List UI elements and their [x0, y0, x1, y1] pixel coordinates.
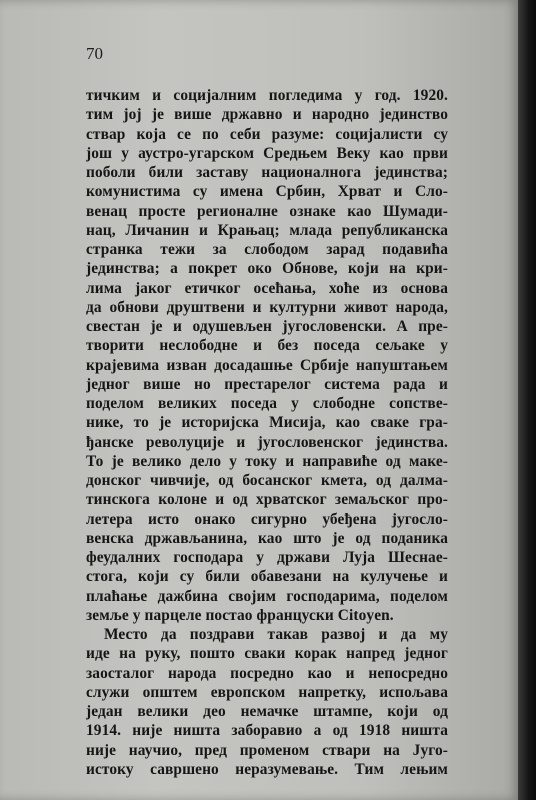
- text-line: поделом великих поседа у слободне сопстве-: [86, 395, 448, 412]
- text-line: поболи били заставу националнога јединства;: [86, 164, 448, 181]
- text-line: јединства; а покрет око Обнове, који на кри-: [86, 260, 448, 278]
- text-line: нике, то је историјска Мисија, као сваке гра-: [86, 414, 448, 432]
- text-line: венска држављанина, као што је од поданика: [86, 529, 448, 547]
- text-line: То је велико дело у току и направиће од маке-: [86, 452, 448, 470]
- body-text: [86, 86, 448, 779]
- page-number: 70: [86, 44, 103, 63]
- text-line: 1914. није ништа заборавио а од 1918 ништа: [86, 722, 448, 740]
- text-line: ђанске револуције и југословенског јединства.: [86, 433, 448, 451]
- text-line: ствар која се по себи разуме: социјалисти су: [86, 125, 448, 143]
- text-line: комунистима су имена Србин, Хрват и Сло-: [86, 183, 448, 201]
- text-line: донског чивчије, од босанског кмета, од далма-: [86, 472, 448, 489]
- text-line: није научио, пред променом ствари на Југо-: [86, 741, 448, 759]
- text-line: да обнови друштвени и културни живот народа,: [86, 298, 448, 316]
- text-line: свестан је и одушевљен југословенски. А пре-: [86, 318, 448, 335]
- text-line: заосталог народа посредно као и непосредно: [86, 664, 448, 682]
- text-line: странка тежи за слободом зарад подавића: [86, 241, 448, 258]
- text-line: тичким и социјалним погледима у год. 1920.: [86, 87, 448, 104]
- text-line: још у аустро-угарском Средњем Веку као први: [86, 144, 448, 162]
- text-line: лима јаког етичког осећања, хоће из основа: [86, 279, 448, 297]
- text-line: служи општем европском напретку, испољава: [86, 683, 448, 701]
- text-line: једног више но престарелог система рада и: [86, 375, 448, 393]
- text-line: летера исто онако сигурно убеђена југосло-: [86, 510, 448, 528]
- text-line: феудалних господара у држави Луја Шеснае-: [86, 549, 448, 566]
- text-line: Место да поздрави такав развој и да му: [104, 626, 448, 643]
- text-line: иде на руку, пошто сваки корак напред једног: [86, 645, 448, 663]
- text-line: плаћање дажбина својим господарима, поделом: [86, 587, 448, 605]
- text-line: тим јој је више државно и народно јединство: [86, 106, 448, 124]
- text-line: један велики део немачке штампе, који од: [86, 703, 448, 720]
- text-line: стога, који су били обавезани на кулучење и: [86, 568, 448, 586]
- text-line: тинскога колоне и од хрватског земаљског про-: [86, 491, 448, 509]
- text-line: творити неслободне и без поседа сељаке у: [86, 337, 448, 355]
- text-line: венац просте регионалне ознаке као Шумади-: [86, 202, 448, 220]
- book-edge-shadow: [518, 0, 536, 800]
- text-line: истоку савршено неразумевање. Тим лењим: [86, 760, 448, 778]
- text-line: крајевима изван досадашње Србије напуштањем: [86, 356, 448, 374]
- text-line: нац, Личанин и Крањац; млада републиканска: [86, 221, 448, 239]
- text-line: земље у парцеле постао француски Citoyen.: [86, 606, 394, 624]
